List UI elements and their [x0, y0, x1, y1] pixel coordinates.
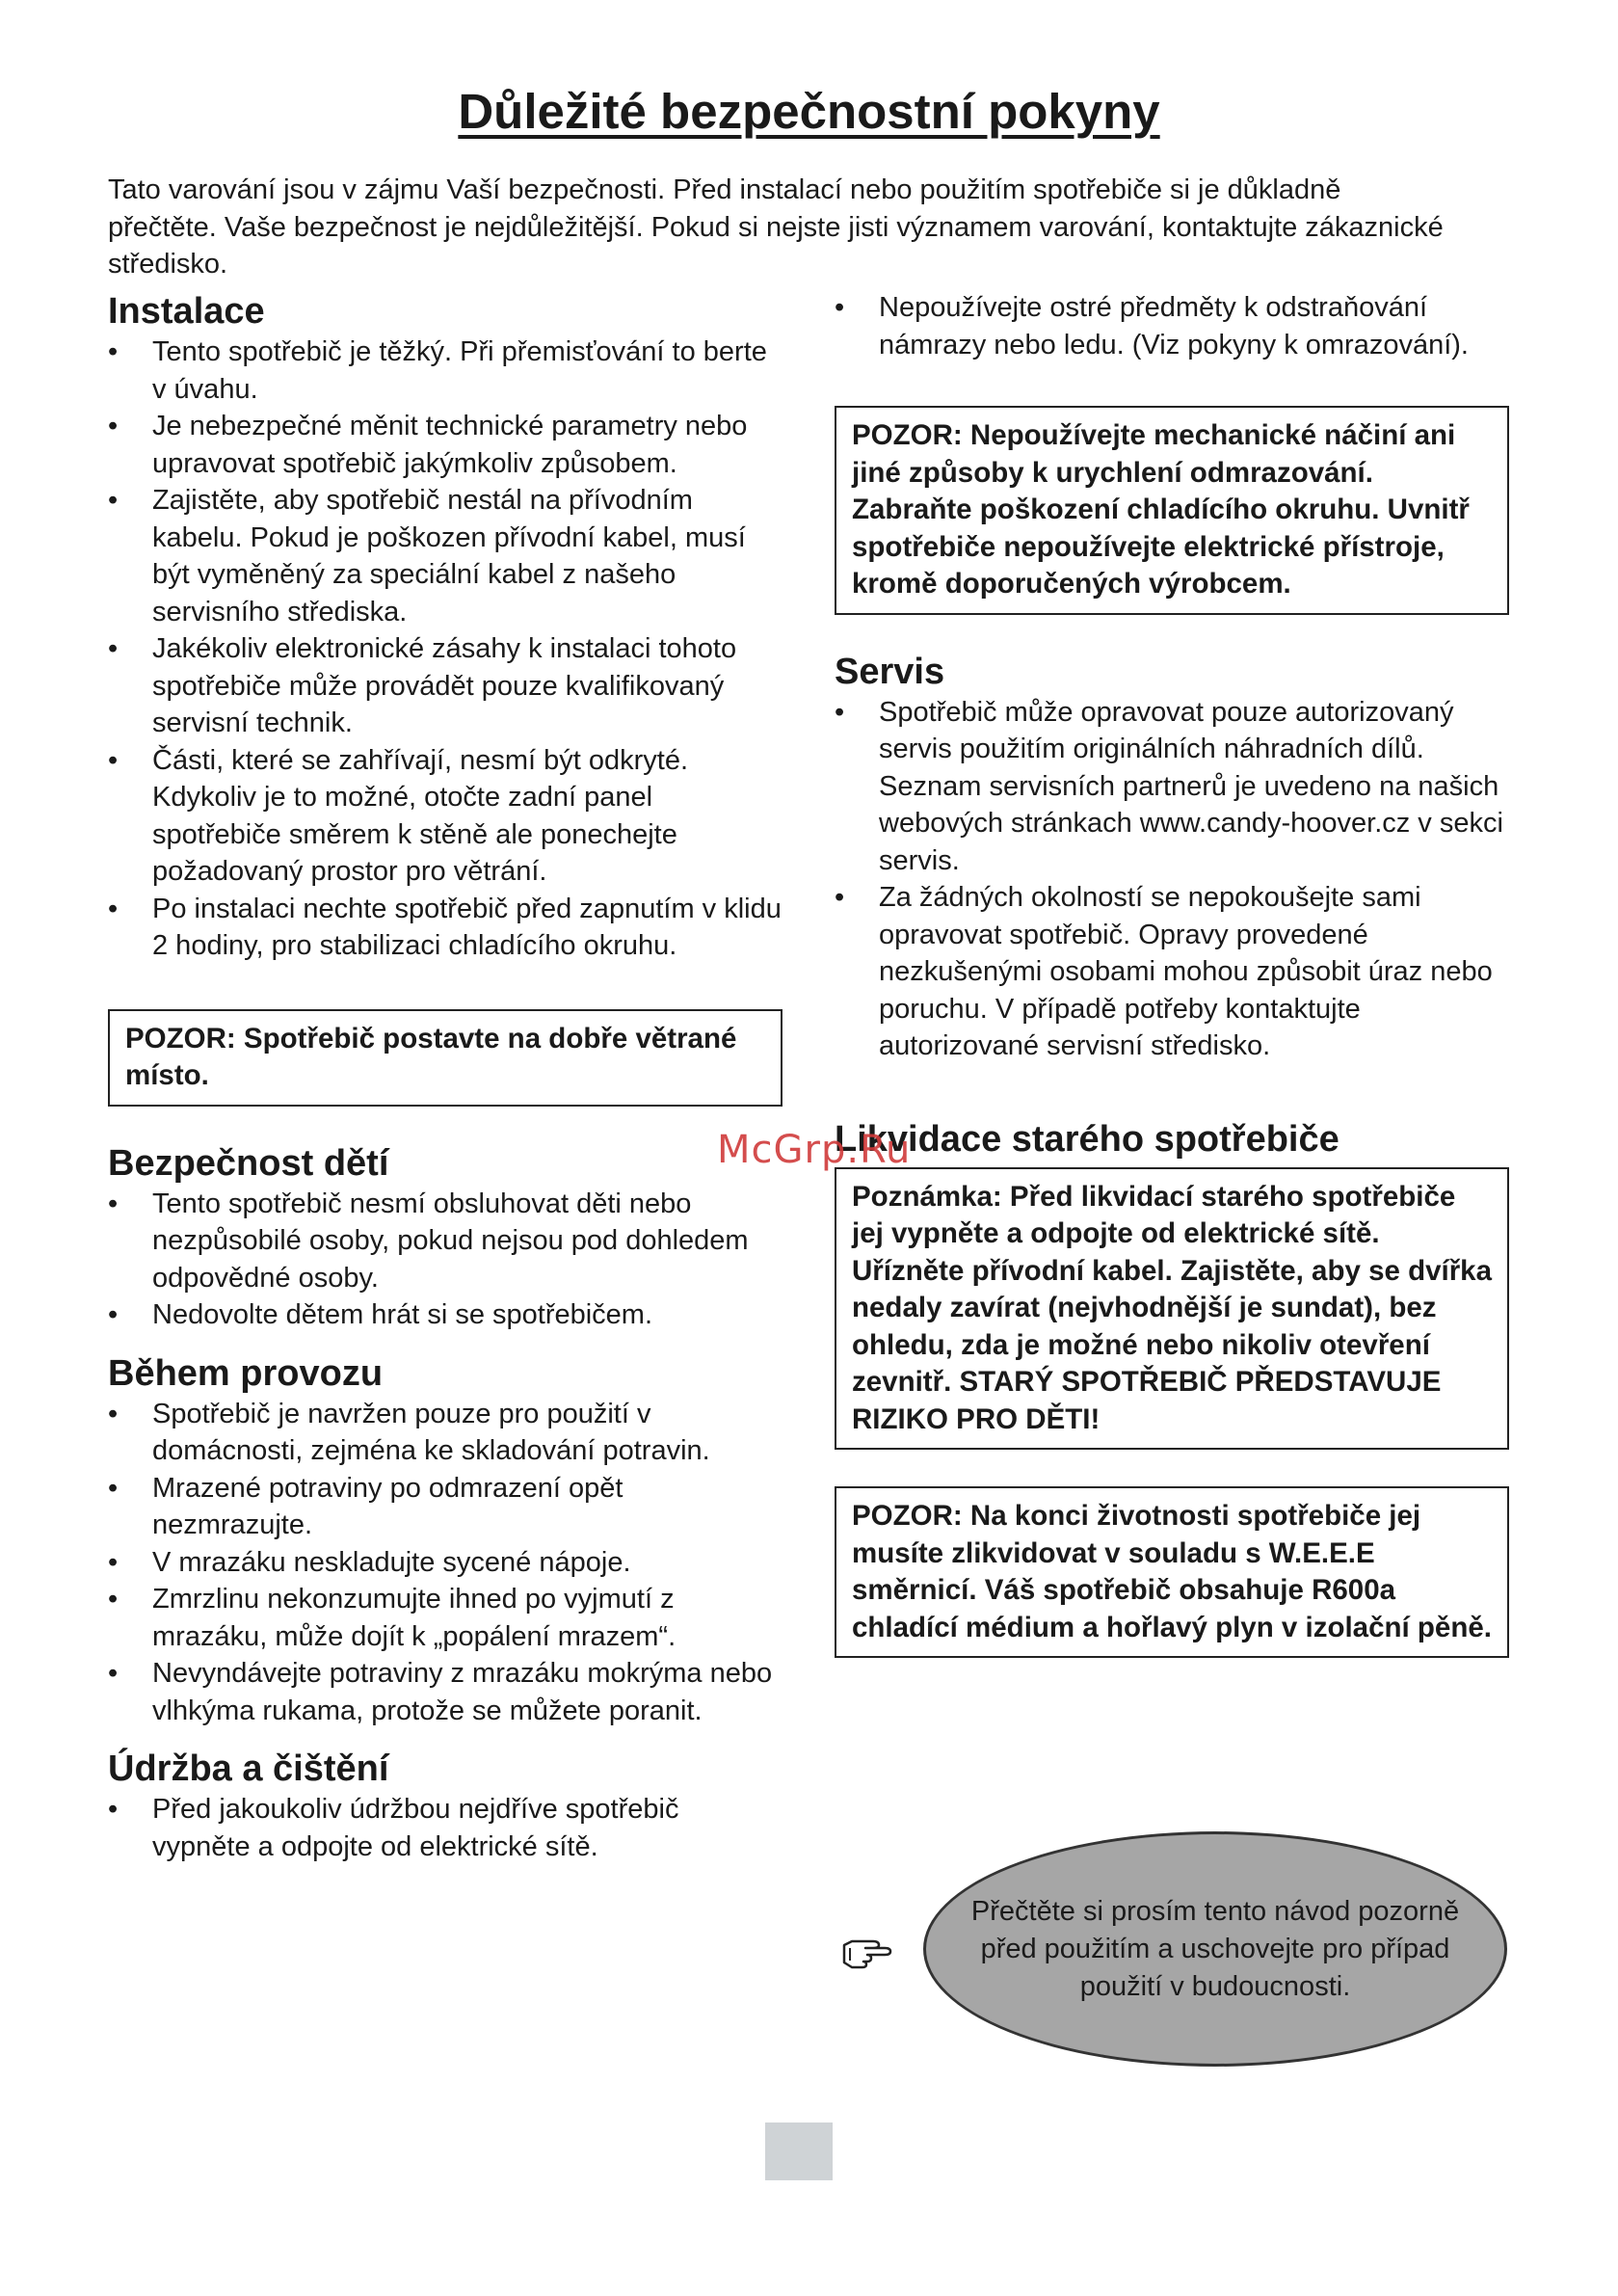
list-item: • Před jakoukoliv údržbou nejdříve spotřebič vypněte a odpojte od elektrické sítě.: [108, 1791, 782, 1865]
disposal-note-box: [835, 1167, 1509, 1451]
list-item: • Jakékoliv elektronické zásahy k instalaci tohoto spotřebiče může provádět pouze kvalifikovaný servisní technik.: [108, 630, 782, 742]
heading-operation: Během provozu: [108, 1352, 384, 1394]
warning-text: : Spotřebič postavte na dobře větrané místo.: [125, 1022, 737, 1091]
weee-warning-box: [835, 1486, 1509, 1658]
disposal-note-text: Poznámka: Před likvidací starého spotřebiče jej vypněte a odpojte od elektrické sítě. Uřízněte přívodní kabel. Zajistěte, aby se dvířka nedaly zavírat (nejvhodnější je sundat), bez ohledu, zda je možné nebo nikoliv otevření zevnitř. STARÝ SPOTŘEBIČ PŘEDSTAVUJE RIZIKO PRO DĚTI!: [852, 1180, 1492, 1435]
section-disposal: [835, 1117, 1509, 1659]
list-item: • Nevyndávejte potraviny z mrazáku mokrýma nebo vlhkýma rukama, protože se můžete poranit.: [108, 1655, 782, 1729]
list-item: • V mrazáku neskladujte sycené nápoje.: [108, 1544, 782, 1582]
list-item: • Mrazené potraviny po odmrazení opět nezmrazujte.: [108, 1470, 782, 1544]
warning-label: POZOR: [852, 419, 953, 451]
right-column: [835, 289, 1509, 1658]
reminder-ellipse: [923, 1831, 1507, 2067]
heading-disposal: Likvidace starého spotřebiče: [835, 1118, 1339, 1160]
list-item: • Tento spotřebič nesmí obsluhovat děti nebo nezpůsobilé osoby, pokud nejsou pod dohledem odpovědné osoby.: [108, 1186, 782, 1297]
section-maintenance: [108, 1747, 782, 1865]
installation-list: [108, 334, 782, 965]
child-safety-list: [108, 1186, 782, 1334]
defrost-list: [835, 289, 1509, 363]
section-service: [835, 650, 1509, 1065]
reminder-text: Přečtěte si prosím tento návod pozorně před použitím a uschovejte pro případ použití v budoucnosti.: [970, 1895, 1460, 2002]
list-item: • Spotřebič je navržen pouze pro použití v domácnosti, zejména ke skladování potravin.: [108, 1396, 782, 1470]
list-item: • Zajistěte, aby spotřebič nestál na přívodním kabelu. Pokud je poškozen přívodní kabel, musí být vyměněný za speciální kabel z našeho servisního střediska.: [108, 482, 782, 630]
list-item: • Po instalaci nechte spotřebič před zapnutím v klidu 2 hodiny, pro stabilizaci chladícího okruhu.: [108, 891, 782, 965]
list-item: • Zmrzlinu nekonzumujte ihned po vyjmutí z mrazáku, může dojít k „popálení mrazem“.: [108, 1581, 782, 1655]
list-item: • Části, které se zahřívají, nesmí být odkryté. Kdykoliv je to možné, otočte zadní panel spotřebiče směrem k stěně ale ponechejte požadovaný prostor pro větrání.: [108, 742, 782, 891]
left-column: [108, 289, 782, 1865]
heading-child-safety: Bezpečnost dětí: [108, 1142, 389, 1184]
weee-warning-text: POZOR: Na konci životnosti spotřebiče jej musíte zlikvidovat v souladu s W.E.E.E směrnicí. Váš spotřebič obsahuje R600a chladící médium a hořlavý plyn v izolační pěně.: [852, 1500, 1492, 1643]
page-number-marker: [765, 2122, 833, 2180]
page-title: Důležité bezpečnostní pokyny: [458, 84, 1160, 139]
heading-installation: Instalace: [108, 291, 265, 332]
list-item: • Nedovolte dětem hrát si se spotřebičem.: [108, 1296, 782, 1334]
list-item: • Tento spotřebič je těžký. Při přemisťování to berte v úvahu.: [108, 334, 782, 408]
service-list: [835, 694, 1509, 1065]
section-operation: [108, 1351, 782, 1730]
pointing-hand-icon: [840, 1932, 894, 1970]
list-item: • Za žádných okolností se nepokoušejte sami opravovat spotřebič. Opravy provedené nezkušenými osobami mohou způsobit úraz nebo poruchu. V případě potřeby kontaktujte autorizované servisní středisko.: [835, 879, 1509, 1065]
section-installation: [108, 289, 782, 1107]
section-child-safety: [108, 1141, 782, 1334]
warning-text: : Nepoužívejte mechanické náčiní ani jiné způsoby k urychlení odmrazování. Zabraňte poškození chladícího okruhu. Uvnitř spotřebiče nepoužívejte elektrické přístroje, kromě doporučených výrobcem.: [852, 419, 1470, 600]
heading-maintenance: Údržba a čištění: [108, 1749, 389, 1789]
warning-ventilation-box: [108, 1009, 782, 1107]
warning-defrost-box: [835, 406, 1509, 615]
watermark: McGrp.Ru: [717, 1128, 912, 1172]
list-item: • Spotřebič může opravovat pouze autorizovaný servis použitím originálních náhradních dílů. Seznam servisních partnerů je uvedeno na našich webových stránkach www.candy-hoover.cz v sekci servis.: [835, 694, 1509, 880]
maintenance-list: [108, 1791, 782, 1865]
list-item: • Nepoužívejte ostré předměty k odstraňování námrazy nebo ledu. (Viz pokyny k omrazování).: [835, 289, 1509, 363]
list-item: • Je nebezpečné měnit technické parametry nebo upravovat spotřebič jakýmkoliv způsobem.: [108, 408, 782, 482]
intro-paragraph: Tato varování jsou v zájmu Vaší bezpečnosti. Před instalací nebo použitím spotřebiče si je důkladně přečtěte. Vaše bezpečnost je nejdůležitější. Pokud si nejste jisti významem varování, kontaktujte zákaznické středisko.: [108, 174, 1444, 280]
warning-label: POZOR: [125, 1022, 226, 1055]
operation-list: [108, 1396, 782, 1730]
heading-service: Servis: [835, 651, 945, 692]
